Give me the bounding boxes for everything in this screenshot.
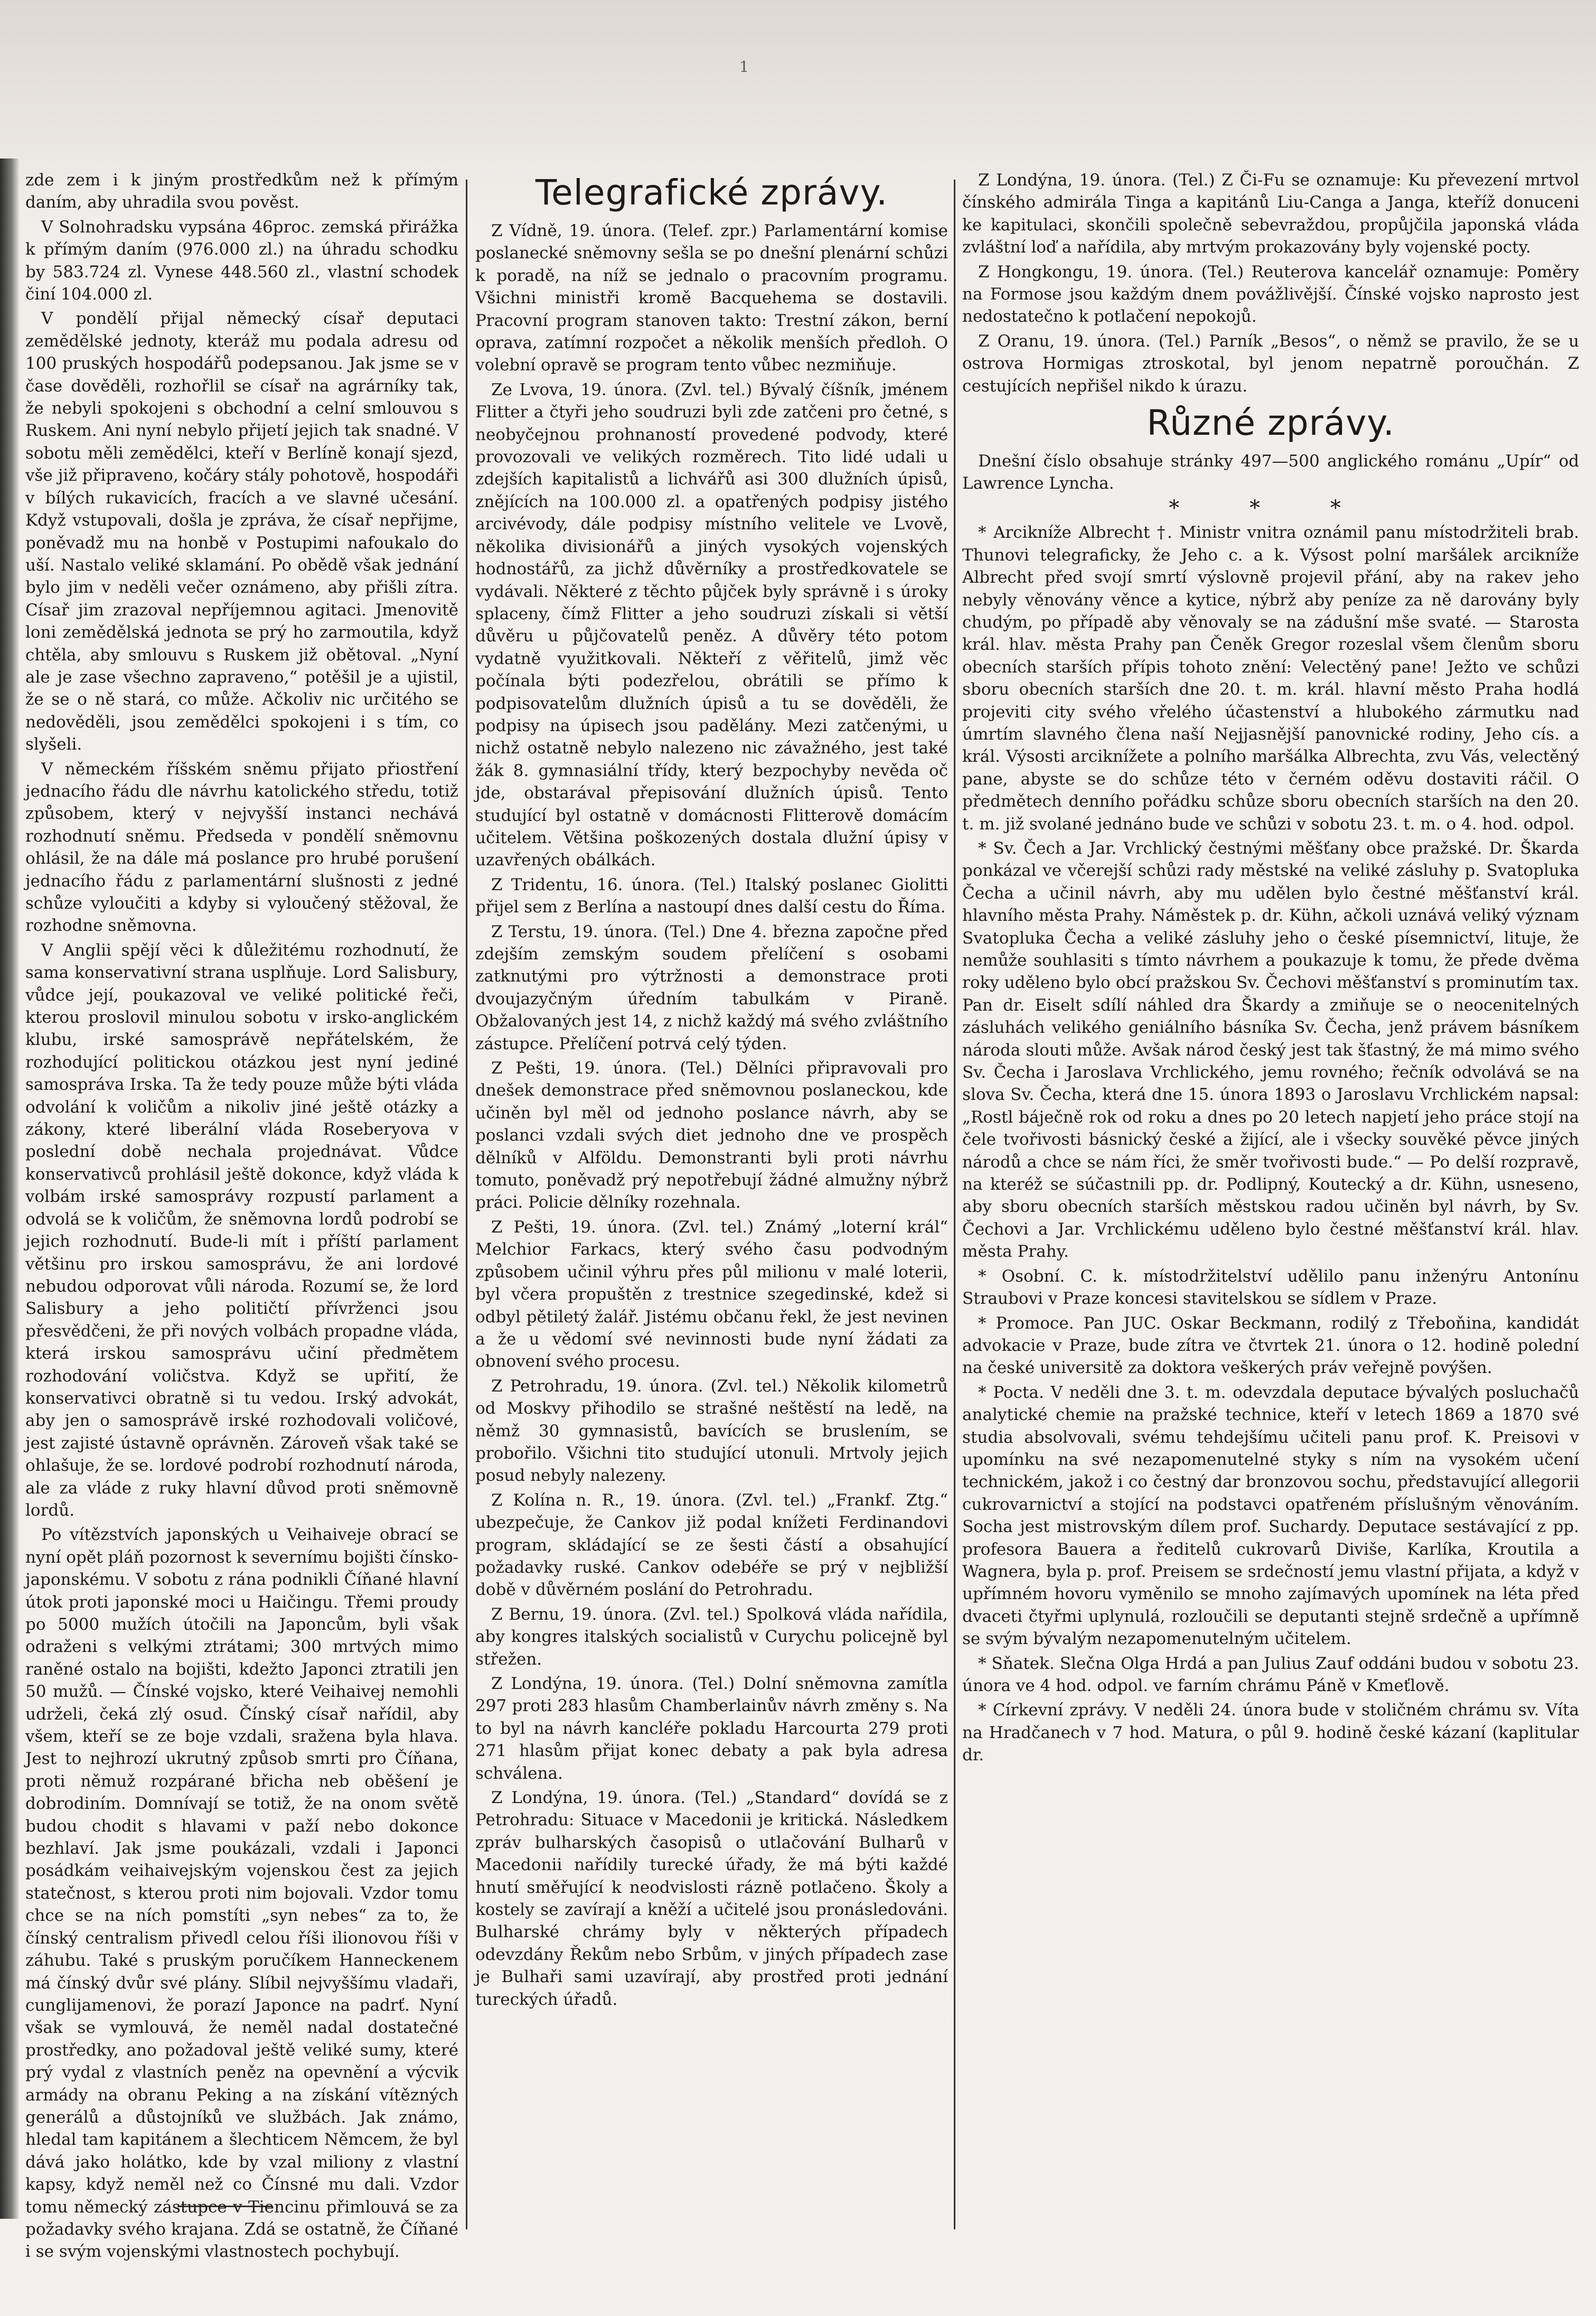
left-paragraph: V pondělí přijal německý císař deputaci zemědělské jednoty, kteráž mu podala adresu od 100 pruských hospodářů podepsanou. Jak jsme se v čase dověděli, rozhořlil se císař na agrárníky tak, že nebyli spokojeni s obchodní a celní smlouvou s Ruskem. Ani nyní nebylo přijetí jejich tak snadné. V sobotu měli zemědělci, kteří v Berlíně konají sjezd, vše již připraveno, kočáry stály pohotově, hospodáři v bílých rukavicích, fracích a ve slavné učesání. Když vstupovali, došla je zpráva, že císař nepřijme, poněvadž mu na honbě v Postupimi nafoukalo do uší. Nastalo veliké sklamání. Po obědě však jednání bylo jim v neděli večer oznámeno, aby přišli zítra. Císař jim zrazoval nepříjemnou agitaci. Jmenovitě loni zemědělská jednota se prý ho zarmoutila, když chtěla, aby smlouvu s Ruskem již obětoval. „Nyní ale je zase všechno zapraveno,“ potěšil je a ujistil, že se o ně stará, co může. Ačkoliv nic určitého se nedověděli, jsou zemědělci spokojeni i s tím, co slyšeli. xyxy=(25,309,458,754)
telegraph-item: Z Pešti, 19. února. (Tel.) Dělníci připravovali pro dnešek demonstrace před sněmovnou poslaneckou, kde učiněn byl měl od jednoho poslance návrh, aby se poslanci vzdali svých diet jednoho dne ve prospěch dělníků v Alföldu. Demonstranti byli proti návrhu tomuto, poněvadž prý nepotřebují žádné almužny nýbrž práci. Policie dělníky rozehnala. xyxy=(475,1059,948,1212)
telegraph-news-heading: Telegrafické zprávy. xyxy=(535,172,888,213)
left-paragraph: V Anglii spějí věci k důležitému rozhodnutí, že sama konservativní strana usplňuje. Lord Salisbury, vůdce její, poukazoval ve veliké politické řeči, kterou proslovil minulou sobotu v irsko-anglickém klubu, irské samosprávě nepřátelském, že rozhodující politickou otázkou jest nyní jediné samospráva Irska. Ta že tedy pouze může býti vláda odvolání k voličům a nikoliv jiné ještě otázky a zákony, které liberální vláda Roseberyova v poslední době nechala projednávat. Vůdce konservativců prohlásil ještě dokonce, když vláda k volbám irské samosprávy rozpustí parlament a odvolá se k voličům, že sněmovna lordů podrobí se jejich rozhodnutí. Bude-li mít i příští parlament většinu pro irskou samosprávu, že ani lordové nebudou odporovat vůli národa. Rozumí se, že lord Salisbury a jeho političtí přívrženci jsou přesvědčeni, že při nových volbách propadne vláda, která irskou samosprávu učiní předmětem rozhodování voličstva. Když se upřití, že konservativci obratně si tu vedou. Irský advokát, aby jen o samosprávě irské rozhodovali voličové, jest zajisté ústavně oprávněn. Zároveň však také se ohlašuje, že se. lordové podrobí rozhodnutí národa, ale za vláde z ruky hlavní důvod proti sněmovně lordů. xyxy=(25,940,458,1520)
telegraph-item: Ze Lvova, 19. února. (Zvl. tel.) Bývalý číšník, jménem Flitter a čtyři jeho soudruzi byli zde zatčeni pro četné, s neobyčejnou prohnaností provedené podvody, které provozovali ve velikých rozměrech. Tito lidé udali u zdejších kapitalistů a lichvářů asi 300 dlužních úpisů, znějících na 100.000 zl. a opatřených podpisy jistého arcivévody, dále podpisy místního velitele ve Lvově, několika divisionářů a jiných vysokých vojenských hodnostářů, za jichž důvěrníky a prostředkovatele se vydávali. Některé z těchto půjček byly správně i s úroky splaceny, čímž Flitter a jeho soudruzi získali si větší důvěru u půjčovatelů peněz. A důvěry této potom vydatně využitkovali. Někteří z věřitelů, jimž věc počínala býti podezřelou, obrátili se přímo k podpisovatelům dlužních úpisů a tu se dověděli, že podpisy na úpisech jsou padělány. Mezi zatčenými, u nichž ostatně nebylo nalezeno nic závažného, jest také žák 8. gymnasiální třídy, který bezpochyby nevěda oč jde, obstarával přepisování dlužních úpisů. Tento studující byl ostatně v domácnosti Flitterově domácím učitelem. Většina poškozených dostala dlužní úpisy v uzavřených obálkách. xyxy=(475,380,948,870)
telegraph-item: Z Terstu, 19. února. (Tel.) Dne 4. března započne před zdejším zemským soudem přelíčení s osobami zatknutými pro výtržnosti a demonstrace proti dvoujazyčným úředním tabulkám v Piraně. Obžalovaných jest 14, z nichž každý má svého zvláštního zástupce. Přelíčení potrvá celý týden. xyxy=(475,922,948,1053)
left-paragraph: V Solnohradsku vypsána 46proc. zemská přirážka k přímým daním (976.000 zl.) na úhradu schodku by 583.724 zl. Vynese 448.560 zl., vlastní schodek činí 104.000 zl. xyxy=(25,217,458,304)
telegraph-item: Z Londýna, 19. února. (Tel.) „Standard“ dovídá se z Petrohradu: Situace v Macedonii je kritická. Následkem zpráv bulharských časopisů o utlačování Bulharů v Macedonii nařídily turecké úřady, že má býti každé hnutí směřující k neodvislosti rázně potlačeno. Školy a kostely se zavírají a kněží a učitelé jsou pronásledováni. Bulharské chrámy byly v některých případech odevzdány Řekům nebo Srbům, v jiných případech zase je Bulhaři sami uzavírají, aby prostřed proti jednání tureckých úřadů. xyxy=(475,1788,948,2009)
telegraph-item: Z Kolína n. R., 19. února. (Zvl. tel.) „Frankf. Ztg.“ ubezpečuje, že Cankov již podal knížeti Ferdinandovi program, skládající se ze šesti částí a obsahující požadavky ruské. Cankov odebéře se prý v nejbližší době v důvěrném poslání do Petrohradu. xyxy=(475,1490,948,1600)
misc-item: * Osobní. C. k. místodržitelství udělilo panu inženýru Antonínu Straubovi v Praze koncesi stavitelskou se sídlem v Praze. xyxy=(962,1266,1579,1309)
misc-item: * Arcikníže Albrecht †. Ministr vnitra oznámil panu místodržiteli brab. Thunovi telegraficky, že Jeho c. a k. Výsost polní maršálek arcikníže Albrecht před svojí smrtí výslovně projevil přání, aby na rakev jeho nebyly věnovány věnce a kytice, nýbrž aby peníze za ně darovány byly chudým, po případě aby věnovaly se na zádušní mše svaté. — Starosta král. hlav. města Prahy pan Čeněk Gregor rozeslal všem členům sboru obecních starších přípis tohoto znění: Velectěný pane! Ježto ve schůzi sboru obecních starších dne 20. t. m. král. hlavní město Praha hodlá projeviti city svého vřelého účastenství a hlubokého zármutku nad úmrtím slavného člena naší Nejjasnější panovnické rodiny, Jeho cís. a král. Výsosti arciknížete a polního maršálka Albrechta, zvu Vás, velectěný pane, abyste se do schůze této v černém oděvu dostaviti ráčil. O předmětech denního pořádku schůze sboru obecních starších na den 20. t. m. již svolané jednáno bude ve schůzi v sobotu 23. t. m. o 4. hod. odpol. xyxy=(962,523,1579,834)
right-column xyxy=(962,169,1579,1769)
telegraph-item: Z Tridentu, 16. února. (Tel.) Italský poslanec Giolitti přijel sem z Berlína a nastoupí dnes další cestu do Říma. xyxy=(475,875,948,917)
telegraph-item: Z Hongkongu, 19. února. (Tel.) Reuterova kancelář oznamuje: Poměry na Formose jsou každým dnem povážlivější. Čínské vojsko naprosto jest nedostatečno k potlačení nepokojů. xyxy=(962,262,1579,326)
telegraph-item: Z Londýna, 19. února. (Tel.) Dolní sněmovna zamítla 297 proti 283 hlasům Chamberlainův návrh změny s. Na to byl na návrh kancléře pokladu Harcourta 279 proti 271 hlasům přijat konec debaty a pak byla adresa schválena. xyxy=(475,1674,948,1783)
column-divider-left xyxy=(466,180,467,2229)
left-paragraph: V německém říšském sněmu přijato přiostření jednacího řádu dle návrhu katolického středu, totiž způsobem, který v nejvyšší instanci nechává rozhodnutí sněmu. Předseda v pondělí sněmovnu ohlásil, že na dále má poslance pro hrubé porušení jednacího řádu z parlamentární slušnosti z jedné schůze vyloučiti a kdyby si vyloučený stěžoval, že rozhodne sněmovna. xyxy=(25,759,458,936)
telegraph-item: Z Pešti, 19. února. (Zvl. tel.) Známý „loterní král“ Melchior Farkacs, který svého času podvodným způsobem učinil výhru přes půl milionu v malé loterii, byl včera propuštěn z trestnice szegedinské, kdež si odbyl pětiletý žalář. Jistému občanu řekl, že jest nevinen a že u vědomí své nevinnosti bude nyní žádati za obnovení svého procesu. xyxy=(475,1217,948,1371)
misc-intro: Dnešní číslo obsahuje stránky 497—500 anglického románu „Upír“ od Lawrence Lyncha. xyxy=(962,452,1579,493)
left-paragraph: zde zem i k jiným prostředkům než k přímým daním, aby uhradila svou pověst. xyxy=(25,171,458,212)
telegraph-item: Z Londýna, 19. února. (Tel.) Z Či-Fu se oznamuje: Ku převezení mrtvol čínského admirála Tinga a kapitánů Liu-Canga a Janga, kteříž donuceni ke kapitulaci, skončili společně sebevraždou, propůjčila japonská vláda zvláštní loď a nařídila, aby mrtvým prokazovány byly vojenské pocty. xyxy=(962,171,1579,257)
misc-item: * Sňatek. Slečna Olga Hrdá a pan Julius Zauf oddáni budou v sobotu 23. února ve 4 hod. odpol. ve farním chrámu Páně v Kmeťlově. xyxy=(962,1654,1579,1695)
misc-item: * Církevní zprávy. V neděli 24. února bude v stoličném chrámu sv. Víta na Hradčanech v 7 hod. Matura, o půl 9. hodině české kázaní (kaplitular dr. xyxy=(962,1701,1579,1765)
misc-item: * Sv. Čech a Jar. Vrchlický čestnými měšťany obce pražské. Dr. Škarda ponkázal ve včerejší schůzi rady městské na veliké zásluhy p. Svatopluka Čecha a učinil návrh, aby mu udělen bylo čestné měšťanství král. hlavního města Prahy. Náměstek p. dr. Kühn, ačkoli uznává veliký význam Svatopluka Čecha a veliké zásluhy jeho o české písemnictví, lituje, že nemůže souhlasiti s tímto návrhem a poukazuje k tomu, že přede dvěma roky uděleno bylo obcí pražskou Sv. Čechovi měšťanství s prominutím tax. Pan dr. Eiselt sdílí náhled dra Škardy a zmiňuje se o neocenitelných zásluhách velikého geniálního básníka Sv. Čecha, jenž právem básníkem národa slouti může. Avšak národ český jest tak šťastný, že má mimo svého Sv. Čecha i Jaroslava Vrchlického, jemu rovného; řečník odvolává se na slova Sv. Čecha, která dne 15. února 1893 o Jaroslavu Vrchlickém napsal: „Rostl báječně rok od roku a dnes po 20 letech napjetí jeho práce stojí na čele tvořivosti básnický české a žijící, ale i všecky souvěké pěvce jiných národů a chce se nám říci, že směr tvořivosti bude.“ — Po delší rozpravě, na kteréž se súčastnili pp. dr. Podlipný, Koutecký a dr. Kühn, usneseno, aby sboru obecních starších městskou radou učiněn byl návrh, by Sv. Čechovi a Jar. Vrchlickému uděleno bylo čestné měšťanství král. hlav. města Prahy. xyxy=(962,838,1579,1262)
left-paragraph: Po vítězstvích japonských u Veihaiveje obrací se nyní opět pláň pozornost k severnímu bojišti čínsko-japonskému. V sobotu z rána podnikli Číňané hlavní útok proti japonské moci u Haičingu. Třemi proudy po 5000 mužích útočili na Japoncům, byli však odraženi s velkými ztrátami; 300 mrtvých mimo raněné ostalo na bojišti, kdežto Japonci ztratili jen 50 mužů. — Čínské vojsko, které Veihaivej nemohli udrželi, čeká zlý osud. Čínský císař nařídil, aby všem, kteří se ze boje vzdali, sražena byla hlava. Jest to nejhrozí ukrutný způsob smrti pro Číňana, proti němuž rozpárané břicha neb oběšení je dobrodiním. Domnívají se totiž, že na onom světě budou chodit s hlavami v paží nebo dokonce bezhlaví. Jak jsme poukázali, vzdali i Japonci posádkám veihaivejským vojenskou čest za jejich statečnost, s kterou proti nim bojovali. Vzdor tomu chce se na ních pomstíti „syn nebes“ za to, že čínský centralism přivedl celou říši ilionovou říši v záhubu. Také s pruským poručíkem Hanneckenem má čínský dvůr své plány. Slíbil nejvyššímu vladaři, cunglijamenovi, že porazí Japonce na padrť. Nyní však se vymlouvá, že neměl nadal dostatečné prostředky, ano požadoval ještě veliké sumy, které prý vydal z vlastních peněz na opevnění a výcvik armády na obranu Peking a na získání vítězných generálů a důstojníků ve službách. Jak známo, hledal tam kapitánem a šlechticem Němcem, že byl dává jako holátko, kde by vzal miliony z vlastní kapsy, když neměl než co Čínsné mu dali. Vzdor tomu německý zástupce v Tiencinu přimlouvá se za požadavky svého krajana. Zdá se ostatně, že Číňané i se svým vojenskými vlastnostech pochybují. xyxy=(25,1525,458,2262)
page-binding-edge xyxy=(0,158,19,2219)
misc-news-heading: Různé zprávy. xyxy=(1147,403,1395,444)
section-stars: * * * xyxy=(1169,496,1373,520)
telegraph-item: Z Bernu, 19. února. (Zvl. tel.) Spolková vláda nařídila, aby kongres italských socialistů v Curychu policejně byl střežen. xyxy=(475,1604,948,1669)
misc-item: * Pocta. V neděli dne 3. t. m. odevzdala deputace bývalých posluchačů analytické chemie na pražské technice, kteří v letech 1869 a 1870 své studia absolvovali, svému tehdejšímu učiteli panu prof. K. Preisovi v upomínku na své nezapomenutelné styky s ním na vysokém učení technickém, jakož i co čestný dar bronzovou sochu, představující allegorii cukrovarnictví a stojící na podstavci opatřeném příslušným věnováním. Socha jest mistrovským dílem prof. Suchardy. Deputace sestávající z pp. profesora Bauera a ředitelů cukrovarů Diviše, Karlíka, Kroutila a Wagnera, byla p. prof. Preisem se srdečností jemu vlastní přijata, a když v upřímném hovoru vyměnilo se mnoho zajímavých upomínek na léta před dvaceti čtyřmi uplynulá, rozloučili se deputanti stejně srdečně a upřímně se svým bývalým nezapomenutelným učitelem. xyxy=(962,1383,1579,1649)
telegraph-item: Z Petrohradu, 19. února. (Zvl. tel.) Několik kilometrů od Moskvy přihodilo se strašné neštěstí na ledě, na němž 30 gymnasistů, bavících se bruslením, se probořilo. Všichni tito studující utonuli. Mrtvoly jejich posud nebyly nalezeny. xyxy=(475,1376,948,1486)
misc-item: * Promoce. Pan JUC. Oskar Beckmann, rodilý z Třeboňina, kandidát advokacie v Praze, bude zítra ve čtvrtek 21. února o 12. hodině polední na české universitě za doktora veškerých práv veřejně povýšen. xyxy=(962,1313,1579,1378)
page-mark: 1 xyxy=(739,58,749,76)
middle-column xyxy=(475,169,948,2013)
left-column xyxy=(25,169,458,2265)
telegraph-item: Z Vídně, 19. února. (Telef. zpr.) Parlamentární komise poslanecké sněmovny sešla se po dnešní plenární schůzi k poradě, na níž se jednalo o pracovním programu. Všichni ministři kromě Bacquehema se dostavili. Pracovní program stanoven takto: Trestní zákon, berní oprava, zatímní rozpočet a několik menších předloh. O volební opravě se program tento vůbec nezmiňuje. xyxy=(475,221,948,375)
column-divider-right xyxy=(954,180,955,2229)
telegraph-item: Z Oranu, 19. února. (Tel.) Parník „Besos“, o němž se pravilo, že se u ostrova Hormigas ztroskotal, byl jenom nepatrně poroučhán. Z cestujících nepřišel nikdo k úrazu. xyxy=(962,331,1579,396)
